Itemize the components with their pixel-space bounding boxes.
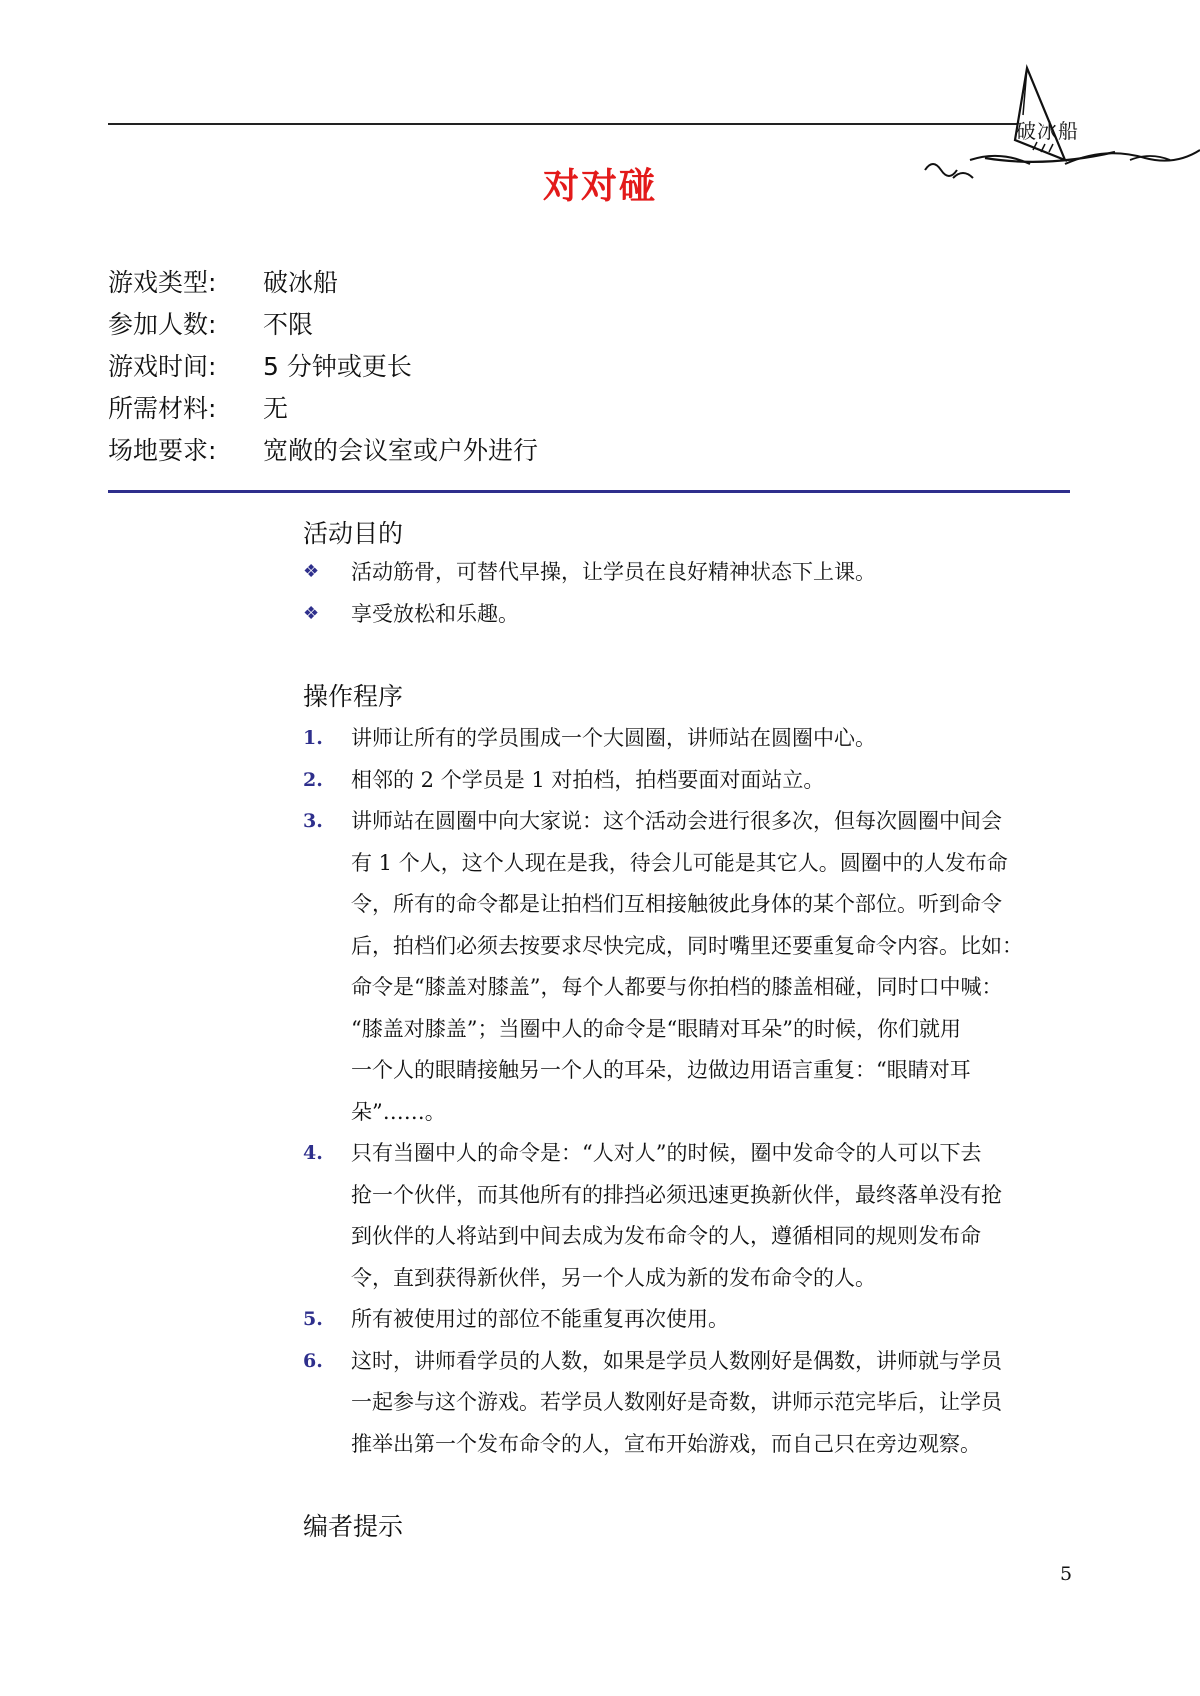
objective-text: 活动筋骨，可替代早操，让学员在良好精神状态下上课。 (351, 560, 876, 584)
step-text: 这时，讲师看学员的人数，如果是学员人数刚好是偶数，讲师就与学员 (351, 1348, 1002, 1373)
meta-label: 场地要求: (108, 436, 217, 465)
step-text: 朵”……。 (351, 1099, 446, 1124)
step-text: 相邻的 2 个学员是 1 对拍档，拍档要面对面站立。 (351, 767, 825, 792)
meta-value: 宽敞的会议室或户外进行 (263, 436, 539, 465)
meta-label: 所需材料: (108, 394, 217, 423)
step-text: 后，拍档们必须去按要求尽快完成，同时嘴里还要重复命令内容。比如： (351, 933, 1023, 958)
page-title: 对对碰 (542, 166, 657, 207)
step-text: 讲师站在圆圈中向大家说：这个活动会进行很多次，但每次圆圈中间会 (351, 809, 1002, 833)
meta-value: 破冰船 (263, 268, 339, 297)
step-item (303, 1133, 1093, 1299)
notes-heading: 编者提示 (303, 1512, 404, 1541)
step-number: 5. (303, 1308, 323, 1330)
step-text: 到伙伴的人将站到中间去成为发布命令的人，遵循相同的规则发布命 (351, 1224, 981, 1248)
meta-label: 游戏时间: (108, 352, 217, 381)
step-item (303, 718, 1093, 760)
step-text: 推举出第一个发布命令的人，宣布开始游戏，而自己只在旁边观察。 (351, 1431, 981, 1456)
step-text: 令，所有的命令都是让拍档们互相接触彼此身体的某个部位。听到命令 (351, 892, 1002, 916)
procedure-steps (303, 718, 1093, 1465)
step-item (303, 1299, 1093, 1341)
list-item (303, 551, 1103, 593)
diamond-bullet-icon: ❖ (303, 603, 320, 624)
meta-value: 不限 (263, 310, 314, 339)
meta-row-time (108, 346, 538, 388)
step-number: 2. (303, 768, 323, 791)
step-text: 一个人的眼睛接触另一个人的耳朵，边做边用语言重复：“眼睛对耳 (351, 1058, 971, 1082)
page-number: 5 (1060, 1563, 1073, 1585)
step-text: 抢一个伙伴，而其他所有的排挡必须迅速更换新伙伴，最终落单没有抢 (351, 1182, 1002, 1207)
list-item (303, 593, 1103, 635)
step-number: 1. (303, 727, 323, 749)
objectives-heading: 活动目的 (303, 519, 404, 548)
procedure-heading: 操作程序 (303, 682, 404, 711)
meta-label: 游戏类型: (108, 268, 217, 297)
step-item (303, 801, 1093, 1133)
step-text: 只有当圈中人的命令是：“人对人”的时候，圈中发命令的人可以下去 (351, 1141, 982, 1165)
step-item (303, 1341, 1093, 1466)
step-number: 4. (303, 1142, 323, 1164)
step-text: 令，直到获得新伙伴，另一个人成为新的发布命令的人。 (351, 1265, 876, 1290)
meta-label: 参加人数: (108, 310, 217, 339)
step-text: 一起参与这个游戏。若学员人数刚好是奇数，讲师示范完毕后，让学员 (351, 1390, 1002, 1414)
section-divider (108, 490, 1070, 493)
step-text: 所有被使用过的部位不能重复再次使用。 (351, 1307, 729, 1331)
logo-text: 破冰船 (1016, 119, 1079, 143)
diamond-bullet-icon: ❖ (303, 561, 320, 582)
objectives-list (303, 551, 1103, 635)
step-text: 讲师让所有的学员围成一个大圆圈，讲师站在圆圈中心。 (351, 726, 876, 750)
meta-row-participants (108, 304, 538, 346)
game-info (108, 262, 538, 472)
step-number: 6. (303, 1349, 323, 1372)
step-item (303, 760, 1093, 802)
step-text: “膝盖对膝盖”；当圈中人的命令是“眼睛对耳朵”的时候，你们就用 (351, 1016, 961, 1041)
meta-row-materials (108, 388, 538, 430)
objective-text: 享受放松和乐趣。 (351, 602, 519, 626)
step-number: 3. (303, 810, 323, 832)
step-text: 命令是“膝盖对膝盖”，每个人都要与你拍档的膝盖相碰，同时口中喊： (351, 975, 1003, 999)
meta-value: 无 (263, 394, 289, 423)
step-text: 有 1 个人，这个人现在是我，待会儿可能是其它人。圆圈中的人发布命 (351, 850, 1008, 875)
meta-value: 5 分钟或更长 (263, 352, 412, 381)
meta-row-venue (108, 430, 538, 472)
header-rule (108, 123, 1018, 125)
meta-row-type (108, 262, 538, 304)
